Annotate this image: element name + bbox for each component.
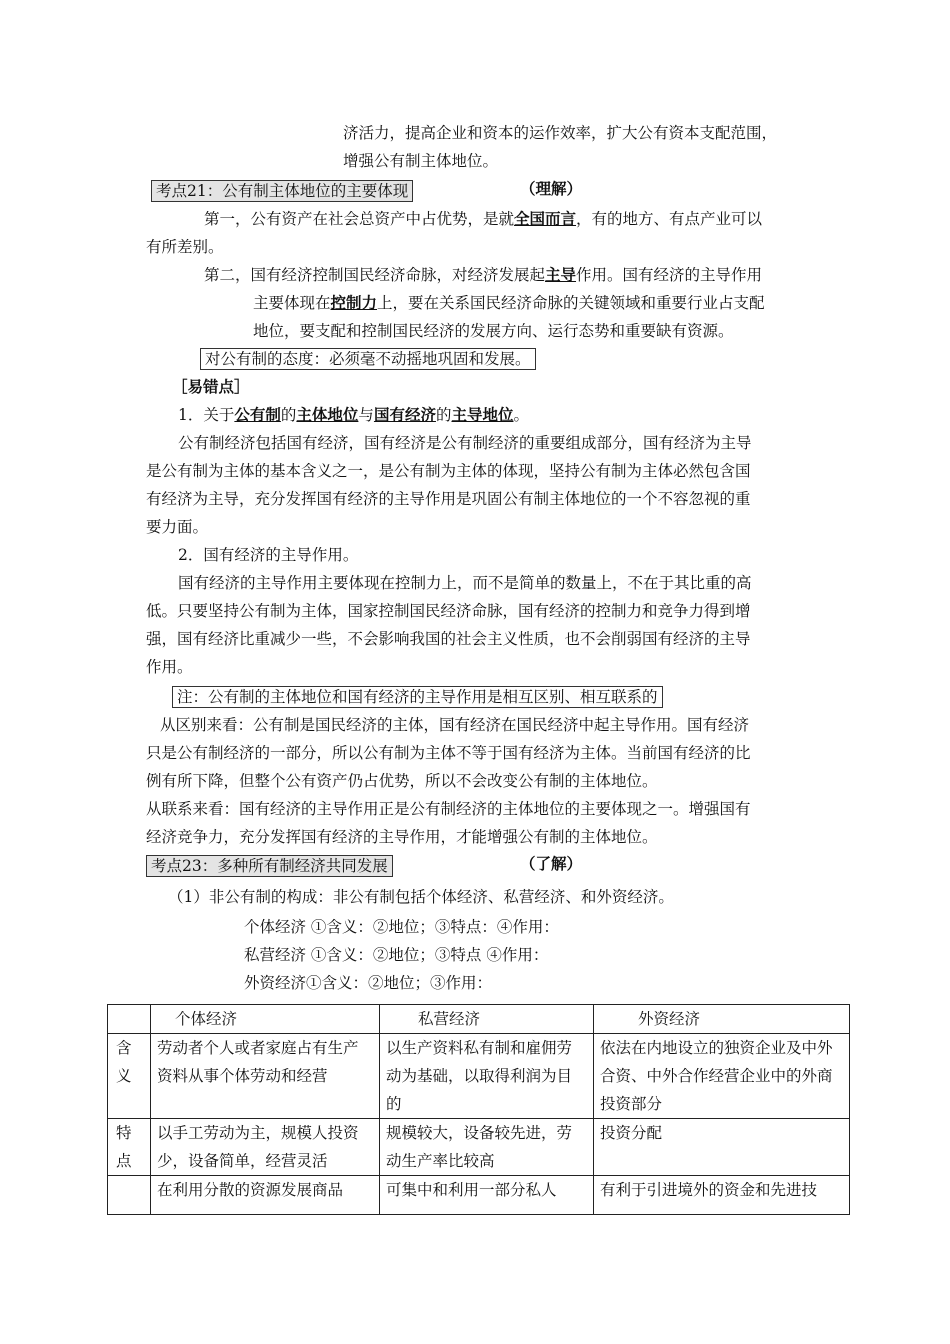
table-header-cell: 私营经济: [380, 1005, 594, 1034]
errors-p1-line1: 公有制经济包括国有经济，国有经济是公有制经济的重要组成部分，国有经济为主导: [178, 434, 752, 452]
row-label: 特点: [108, 1119, 151, 1176]
errors-p2-line3: 强，国有经济比重减少一些，不会影响我国的社会主义性质，也不会削弱国有经济的主导: [146, 630, 751, 648]
kp23-sub1: 个体经济 ①含义：②地位；③特点：④作用：: [244, 918, 559, 936]
errors-item-2: 2．国有经济的主导作用。: [178, 546, 359, 564]
row-label: 含义: [108, 1034, 151, 1119]
kp23-line1: （1）非公有制的构成：非公有制包括个体经济、私营经济、和外资经济。: [168, 888, 674, 906]
table-header-row: [108, 1005, 850, 1034]
table-header-cell: 外资经济: [594, 1005, 850, 1034]
table-cell: 以生产资料私有制和雇佣劳动为基础，以取得利润为目的: [380, 1034, 594, 1119]
errors-p1-line2: 是公有制为主体的基本含义之一，是公有制为主体的体现，坚持公有制为主体必然包含国: [146, 462, 751, 480]
table-cell: 以手工劳动为主，规模人投资少，设备简单，经营灵活: [151, 1119, 380, 1176]
table-header-cell: [108, 1005, 151, 1034]
table-cell: 劳动者个人或者家庭占有生产资料从事个体劳动和经营: [151, 1034, 380, 1119]
kp21-point2-line2: 主要体现在控制力上，要在关系国民经济命脉的关键领域和重要行业占支配: [253, 293, 765, 312]
table-cell: 有利于引进境外的资金和先进技: [594, 1176, 850, 1215]
table-header-cell: 个体经济: [151, 1005, 380, 1034]
intro-line-2: 增强公有制主体地位。: [343, 152, 499, 170]
errors-heading: ［易错点］: [172, 377, 250, 396]
table-row: [108, 1034, 850, 1119]
kp21-point2-line3: 地位，要支配和控制国民经济的发展方向、运行态势和重要缺有资源。: [253, 322, 734, 340]
intro-line-1: 济活力，提高企业和资本的运作效率，扩大公有资本支配范围，: [343, 124, 778, 142]
errors-note: 注：公有制的主体地位和国有经济的主导作用是相互区别、相互联系的: [172, 686, 663, 708]
kp23-sub2: 私营经济 ①含义：②地位；③特点 ④作用：: [244, 946, 549, 964]
table-cell: 依法在内地设立的独资企业及中外合资、中外合作经营企业中的外商投资部分: [594, 1034, 850, 1119]
errors-p1-line4: 要力面。: [146, 518, 209, 536]
kp23-level: （了解）: [520, 854, 583, 873]
errors-p2-line4: 作用。: [146, 658, 193, 676]
comparison-table: [107, 1004, 850, 1215]
table-cell: 投资分配: [594, 1119, 850, 1176]
row-label: [108, 1176, 151, 1215]
errors-link-line2: 经济竞争力，充分发挥国有经济的主导作用，才能增强公有制的主体地位。: [146, 828, 658, 846]
errors-p2-line2: 低。只要坚持公有制为主体，国家控制国民经济命脉，国有经济的控制力和竞争力得到增: [146, 602, 751, 620]
errors-p1-line3: 有经济为主导，充分发挥国有经济的主导作用是巩固公有制主体地位的一个不容忽视的重: [146, 490, 751, 508]
errors-diff-line1: 从区别来看：公有制是国民经济的主体，国有经济在国民经济中起主导作用。国有经济: [160, 716, 750, 734]
table-cell: 可集中和利用一部分私人: [380, 1176, 594, 1215]
errors-link-line1: 从联系来看：国有经济的主导作用正是公有制经济的主体地位的主要体现之一。增强国有: [146, 800, 751, 818]
errors-diff-line2: 只是公有制经济的一部分，所以公有制为主体不等于国有经济为主体。当前国有经济的比: [146, 744, 751, 762]
kp23-title: 考点23：多种所有制经济共同发展: [146, 855, 393, 877]
table-cell: 规模较大，设备较先进，劳动生产率比较高: [380, 1119, 594, 1176]
errors-item-1: 1．关于公有制的主体地位与国有经济的主导地位。: [178, 405, 529, 424]
kp21-title: 考点21：公有制主体地位的主要体现: [151, 180, 413, 202]
table-row: [108, 1176, 850, 1215]
kp21-point2-line1: 第二，国有经济控制国民经济命脉，对经济发展起主导作用。国有经济的主导作用: [204, 265, 763, 284]
kp21-point1-line2: 有所差别。: [146, 238, 224, 256]
table-row: [108, 1119, 850, 1176]
kp23-sub3: 外资经济①含义：②地位；③作用：: [244, 974, 493, 992]
kp21-level: （理解）: [520, 179, 583, 198]
errors-p2-line1: 国有经济的主导作用主要体现在控制力上，而不是简单的数量上，不在于其比重的高: [178, 574, 752, 592]
kp21-point1-line1: 第一，公有资产在社会总资产中占优势，是就全国而言，有的地方、有点产业可以: [204, 209, 763, 228]
table-cell: 在利用分散的资源发展商品: [151, 1176, 380, 1215]
kp21-attitude: 对公有制的态度：必须毫不动摇地巩固和发展。: [200, 348, 536, 370]
errors-diff-line3: 例有所下降，但整个公有资产仍占优势，所以不会改变公有制的主体地位。: [146, 772, 658, 790]
